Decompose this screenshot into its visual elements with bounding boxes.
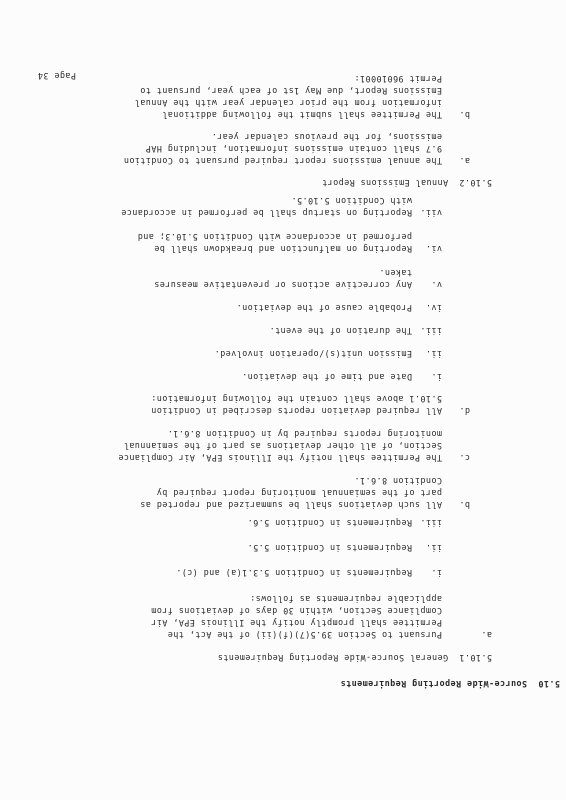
section-5-10-1-heading: 5.10.1 General Source-Wide Reporting Requirements — [217, 653, 492, 663]
list-item: Requirements in Condition 5.6. — [247, 518, 412, 528]
paragraph-line: The Permittee shall submit the following additional — [161, 110, 442, 120]
list-item: Emission unit(s)/operation involved. — [214, 349, 412, 359]
list-item: Reporting on malfunction and breakdown shall be — [153, 244, 412, 254]
list-item: Any corrective actions or preventative measures — [153, 280, 412, 290]
paragraph-line: applicable requirements as follows: — [249, 594, 442, 604]
item-a-marker: a. — [481, 630, 492, 640]
paragraph-line: emissions, for the previous calendar year. — [211, 132, 442, 142]
list-item: taken. — [379, 268, 412, 278]
item-d-marker: d. — [459, 406, 470, 416]
item-a-marker: a. — [459, 156, 470, 166]
paragraph-line: Section, of all other deviations as part of the semiannual — [123, 441, 442, 451]
paragraph-line: Permit 96010001: — [354, 74, 442, 84]
paragraph-line: Pursuant to Section 39.5(7)(f)(ii) of the Act, the — [167, 630, 442, 640]
paragraph-line: information from the prior calendar year with the Annual — [134, 98, 442, 108]
list-marker: iv. — [425, 303, 442, 313]
list-marker: v. — [431, 280, 442, 290]
paragraph-line: The Permittee shall notify the Illinois EPA, Air Compliance — [117, 453, 442, 463]
item-b-marker: b. — [459, 500, 470, 510]
paragraph-line: Compliance Section, within 30 days of deviations from — [150, 606, 442, 616]
item-b-marker: b. — [459, 110, 470, 120]
list-item: Requirements in Condition 5.5. — [247, 543, 412, 553]
section-5-10-heading: 5.10 Source-Wide Reporting Requirements — [340, 679, 560, 689]
list-item: performed in accordance with Condition 5.10.3; and — [137, 232, 412, 242]
list-item: with Condition 5.10.5. — [291, 196, 412, 206]
list-item: Reporting on startup shall be performed in accordance — [120, 208, 412, 218]
list-marker: vi. — [425, 244, 442, 254]
paragraph-line: 9.7 shall contain emissions information, including HAP — [145, 144, 442, 154]
list-marker: ii. — [425, 543, 442, 553]
paragraph-line: Condition 8.6.1. — [354, 476, 442, 486]
list-marker: i. — [431, 568, 442, 578]
page-number: Page 34 — [37, 71, 76, 81]
paragraph-line: part of the semiannual monitoring report required by — [156, 488, 442, 498]
list-marker: iii. — [420, 518, 442, 528]
list-marker: vii. — [420, 208, 442, 218]
list-item: Requirements in Condition 5.3.1(a) and (c). — [175, 568, 412, 578]
paragraph-line: All required deviation reports described in Condition — [150, 406, 442, 416]
paragraph-line: Emissions Report, due May 1st of each year, pursuant to — [139, 86, 442, 96]
item-c-marker: c. — [459, 453, 470, 463]
section-5-10-2-heading: 5.10.2 Annual Emissions Report — [321, 178, 492, 188]
list-marker: ii. — [425, 349, 442, 359]
paragraph-line: 5.10.1 above shall contain the following information: — [150, 394, 442, 404]
list-item: Date and time of the deviation. — [241, 372, 412, 382]
list-marker: iii. — [420, 326, 442, 336]
paragraph-line: monitoring reports required by in Condition 8.6.1. — [167, 429, 442, 439]
paragraph-line: The annual emissions report required pursuant to Condition — [123, 156, 442, 166]
list-marker: i. — [431, 372, 442, 382]
list-item: The duration of the event. — [269, 326, 412, 336]
paragraph-line: All such deviations shall be summarized and reported as — [139, 500, 442, 510]
paragraph-line: Permittee shall promptly notify the Illinois EPA, Air — [150, 618, 442, 628]
list-item: Probable cause of the deviation. — [236, 303, 412, 313]
